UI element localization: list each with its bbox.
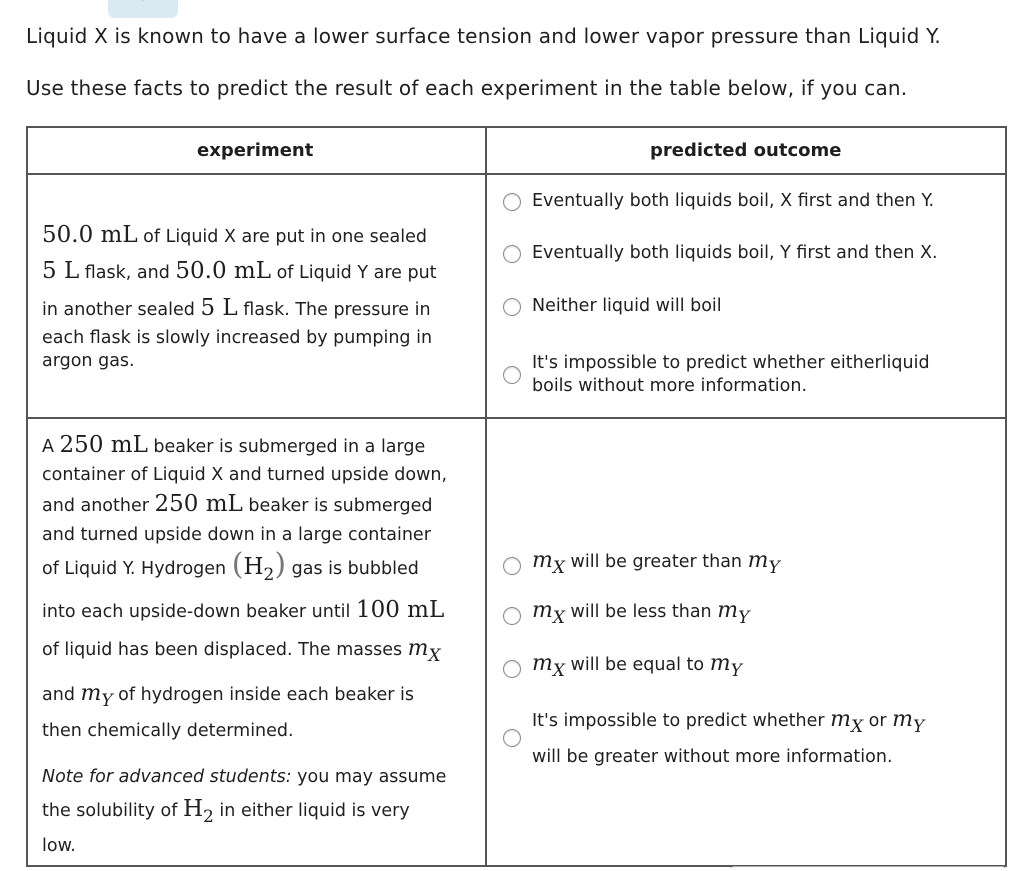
option-2c-label[interactable]: [532, 653, 742, 676]
header-predicted-outcome: predicted outcome: [650, 140, 841, 161]
experiment-1-line-3: [42, 295, 431, 323]
option-2d-label-line-2[interactable]: will be greater without more information.: [532, 746, 893, 768]
experiment-1-line-4: each flask is slowly increased by pumping in: [42, 325, 432, 351]
value: 100 mL: [356, 597, 444, 623]
variable: m: [81, 681, 102, 706]
subscript: Y: [768, 558, 779, 578]
value: 5 L: [42, 258, 79, 284]
text: and another: [42, 496, 155, 516]
radio-option-1c[interactable]: [503, 298, 521, 316]
text: in either liquid is very: [214, 801, 410, 821]
experiment-2-line-6: [42, 597, 444, 625]
experiment-2-line-8: [42, 681, 414, 708]
variable: m: [710, 651, 731, 676]
subscript: X: [553, 558, 565, 578]
radio-option-2b[interactable]: [503, 607, 521, 625]
experiment-2-line-5: [42, 552, 419, 582]
radio-option-2c[interactable]: [503, 660, 521, 678]
intro-line-1: Liquid X is known to have a lower surface tension and lower vapor pressure than Liquid Y.: [26, 24, 941, 48]
subscript: Y: [913, 717, 924, 737]
option-1d-label-line-2[interactable]: boils without more information.: [532, 375, 807, 397]
table-column-divider: [485, 126, 487, 866]
experiment-2-line-10: [42, 764, 446, 790]
header-experiment: experiment: [197, 140, 313, 161]
table-row-divider: [26, 417, 1007, 419]
radio-option-1d[interactable]: [503, 366, 521, 384]
text: will be greater than: [565, 552, 748, 572]
table-border-right: [1005, 126, 1007, 866]
radio-option-2a[interactable]: [503, 557, 521, 575]
text: It's impossible to predict whether: [532, 711, 830, 731]
text: and: [42, 685, 81, 705]
text: or: [863, 711, 892, 731]
value: 250 mL: [155, 491, 243, 517]
value: 50.0 mL: [175, 258, 271, 284]
text: the solubility of: [42, 801, 183, 821]
option-1a-label[interactable]: Eventually both liquids boil, X first and then Y.: [532, 190, 934, 212]
value: H: [183, 796, 203, 822]
variable: m: [532, 598, 553, 623]
subscript: X: [851, 717, 863, 737]
radio-option-1b[interactable]: [503, 245, 521, 263]
text: of Liquid X are put in one sealed: [138, 227, 427, 247]
radio-option-1a[interactable]: [503, 193, 521, 211]
value: H: [243, 554, 263, 580]
table-header-divider: [26, 173, 1007, 175]
paren: (: [232, 547, 244, 582]
option-1c-label[interactable]: Neither liquid will boil: [532, 295, 722, 317]
subscript: Y: [731, 661, 742, 681]
value: 50.0 mL: [42, 222, 138, 248]
value: 5 L: [200, 295, 237, 321]
text: gas is bubbled: [286, 559, 419, 579]
subscript: X: [429, 646, 441, 666]
text: flask, and: [79, 263, 175, 283]
text: of Liquid Y. Hydrogen: [42, 559, 232, 579]
experiment-2-line-12: low.: [42, 833, 76, 859]
variable: m: [408, 636, 429, 661]
text: flask. The pressure in: [238, 300, 431, 320]
table-border-left: [26, 126, 28, 866]
bottom-panel-edge: [730, 866, 1006, 871]
variable: m: [830, 707, 851, 732]
text: will be less than: [565, 602, 717, 622]
text: beaker is submerged in a large: [148, 437, 425, 457]
text: into each upside-down beaker until: [42, 602, 356, 622]
radio-option-2d[interactable]: [503, 729, 521, 747]
variable: m: [892, 707, 913, 732]
variable: m: [717, 598, 738, 623]
experiment-2-line-1: [42, 432, 425, 460]
experiment-2-line-3: [42, 491, 433, 519]
subscript: 2: [203, 807, 214, 827]
text: of hydrogen inside each beaker is: [113, 685, 414, 705]
experiment-1-line-2: [42, 258, 437, 286]
option-2a-label[interactable]: [532, 550, 780, 573]
intro-line-2: Use these facts to predict the result of each experiment in the table below, if you can.: [26, 76, 907, 100]
option-2b-label[interactable]: [532, 600, 749, 623]
variable: m: [532, 548, 553, 573]
experiment-1-line-1: [42, 222, 427, 250]
table-border-top: [26, 126, 1007, 128]
variable: m: [532, 651, 553, 676]
subscript: X: [553, 661, 565, 681]
option-2d-label-line-1[interactable]: [532, 709, 924, 732]
subscript: 2: [264, 565, 275, 585]
text: you may assume: [292, 767, 447, 787]
text: A: [42, 437, 60, 457]
text: beaker is submerged: [243, 496, 433, 516]
value: 250 mL: [60, 432, 148, 458]
subscript: X: [553, 608, 565, 628]
text: of Liquid Y are put: [271, 263, 437, 283]
subscript: Y: [101, 691, 112, 711]
text: will be equal to: [565, 655, 710, 675]
subscript: Y: [738, 608, 749, 628]
text: of liquid has been displaced. The masses: [42, 640, 408, 660]
experiment-2-line-9: then chemically determined.: [42, 718, 294, 744]
experiment-2-line-4: and turned upside down in a large container: [42, 522, 431, 548]
experiment-2-line-2: container of Liquid X and turned upside down,: [42, 462, 447, 488]
option-1b-label[interactable]: Eventually both liquids boil, Y first and then X.: [532, 242, 938, 264]
paren: ): [274, 547, 286, 582]
collapse-tab[interactable]: [108, 0, 178, 18]
experiment-2-line-11: [42, 796, 410, 824]
option-1d-label-line-1[interactable]: It's impossible to predict whether eitherliquid: [532, 352, 930, 374]
variable: m: [748, 548, 769, 573]
note-label: Note for advanced students:: [42, 767, 292, 787]
text: in another sealed: [42, 300, 200, 320]
experiment-2-line-7: [42, 636, 441, 663]
experiment-1-line-5: argon gas.: [42, 348, 135, 374]
